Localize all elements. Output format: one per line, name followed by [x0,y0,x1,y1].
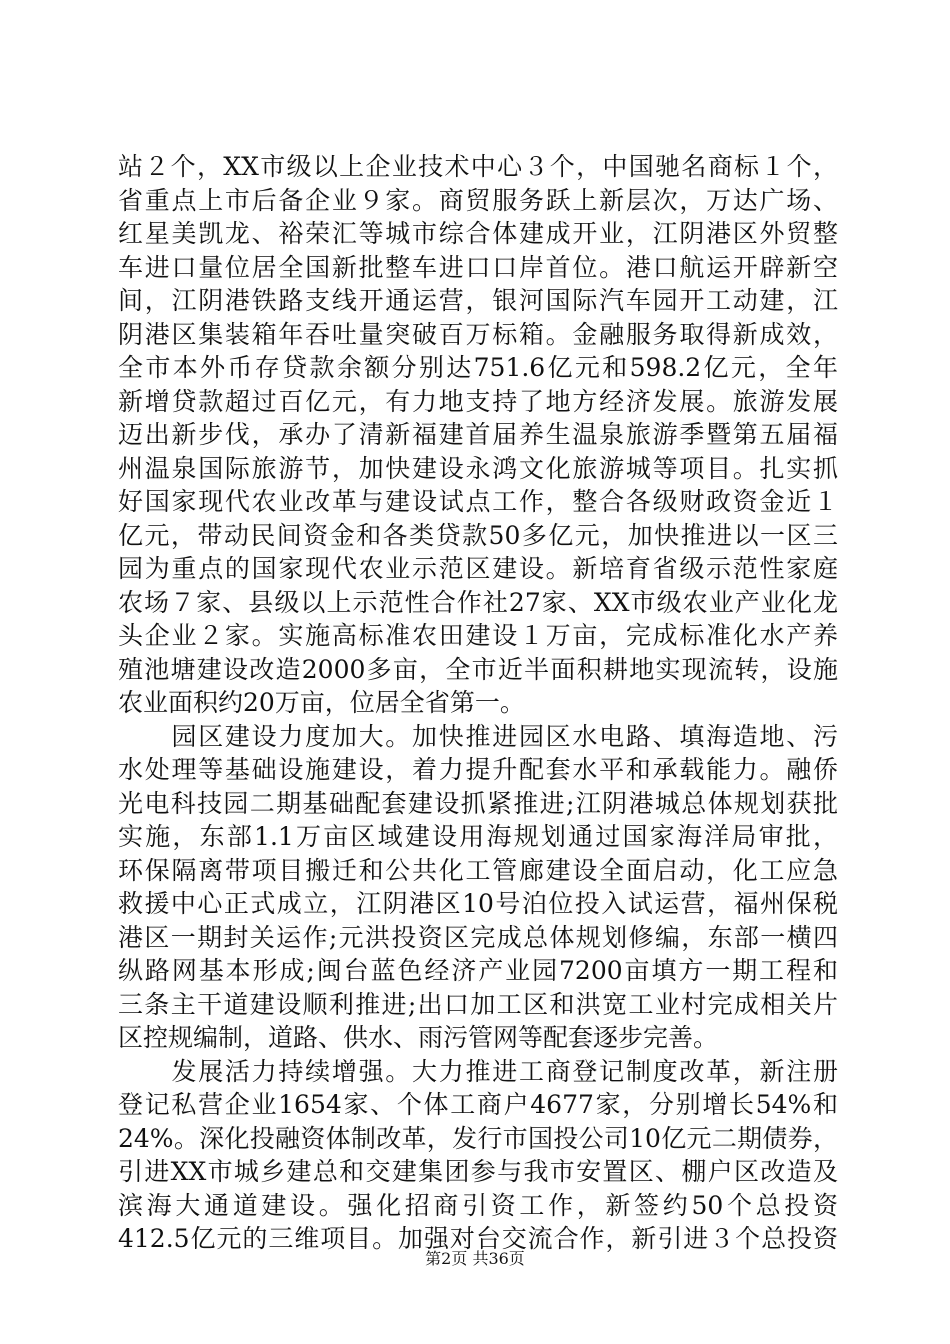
text-line: 园区建设力度加大。加快推进园区水电路、填海造地、污 [118,721,838,751]
text-line: 站２个，XX市级以上企业技术中心３个，中国驰名商标１个， [118,152,838,181]
text-line: 车进口量位居全国新批整车进口口岸首位。港口航运开辟新空 [118,252,838,282]
text-line: 间，江阴港铁路支线开通运营，银河国际汽车园开工动建，江 [118,286,838,315]
text-line: 光电科技园二期基础配套建设抓紧推进;江阴港城总体规划获批 [118,788,838,818]
paragraph-1 [118,150,838,720]
text-line: 环保隔离带项目搬迁和公共化工管廊建设全面启动，化工应急 [118,855,838,885]
body-text [118,150,838,1256]
text-line: 24%。深化投融资体制改革，发行市国投公司10亿元二期债券， [118,1123,838,1153]
text-line: 救援中心正式成立，江阴港区10号泊位投入试运营，福州保税 [118,889,838,918]
text-line: 滨海大通道建设。强化招商引资工作，新签约50个总投资 [118,1190,838,1220]
paragraph-2 [118,720,838,1055]
text-line: 水处理等基础设施建设，着力提升配套水平和承载能力。融侨 [118,755,838,784]
text-line: 农场７家、县级以上示范性合作社27家、XX市级农业产业化龙 [118,587,838,617]
text-line: 州温泉国际旅游节，加快建设永鸿文化旅游城等项目。扎实抓 [118,453,838,483]
text-line: 引进XX市城乡建总和交建集团参与我市安置区、棚户区改造及 [118,1157,838,1186]
text-line: 省重点上市后备企业９家。商贸服务跃上新层次，万达广场、 [118,185,838,215]
text-line: 区控规编制，道路、供水、雨污管网等配套逐步完善。 [118,1023,719,1052]
text-line: 全市本外币存贷款余额分别达751.6亿元和598.2亿元，全年 [118,353,838,382]
paragraph-3 [118,1055,838,1256]
text-line: 三条主干道建设顺利推进;出口加工区和洪宽工业村完成相关片 [118,989,838,1019]
text-line: 亿元，带动民间资金和各类贷款50多亿元，加快推进以一区三 [118,520,838,550]
text-line: 港区一期封关运作;元洪投资区完成总体规划修编，东部一横四 [118,922,838,952]
text-line: 殖池塘建设改造2000多亩，全市近半面积耕地实现流转，设施 [118,654,838,684]
text-line: 登记私营企业1654家、个体工商户4677家，分别增长54%和 [118,1090,838,1119]
text-line: 阴港区集装箱年吞吐量突破百万标箱。金融服务取得新成效， [118,319,838,349]
text-line: 好国家现代农业改革与建设试点工作，整合各级财政资金近１ [118,487,838,516]
text-line: 发展活力持续增强。大力推进工商登记制度改革，新注册 [118,1056,838,1086]
text-line: 新增贷款超过百亿元，有力地支持了地方经济发展。旅游发展 [118,386,838,416]
text-line: 纵路网基本形成;闽台蓝色经济产业园7200亩填方一期工程和 [118,956,838,985]
text-line: 实施，东部1.1万亩区域建设用海规划通过国家海洋局审批， [118,822,838,851]
text-line: 头企业２家。实施高标准农田建设１万亩，完成标准化水产养 [118,621,838,650]
text-line: 园为重点的国家现代农业示范区建设。新培育省级示范性家庭 [118,554,838,583]
text-line: 红星美凯龙、裕荣汇等城市综合体建成开业，江阴港区外贸整 [118,219,838,248]
text-line: 迈出新步伐，承办了清新福建首届养生温泉旅游季暨第五届福 [118,420,838,449]
text-line: 农业面积约20万亩，位居全省第一。 [118,688,525,717]
page-footer: 第2页 共36页 [425,1249,525,1268]
text-line: 412.5亿元的三维项目。加强对台交流合作，新引进３个总投资 [118,1224,838,1253]
